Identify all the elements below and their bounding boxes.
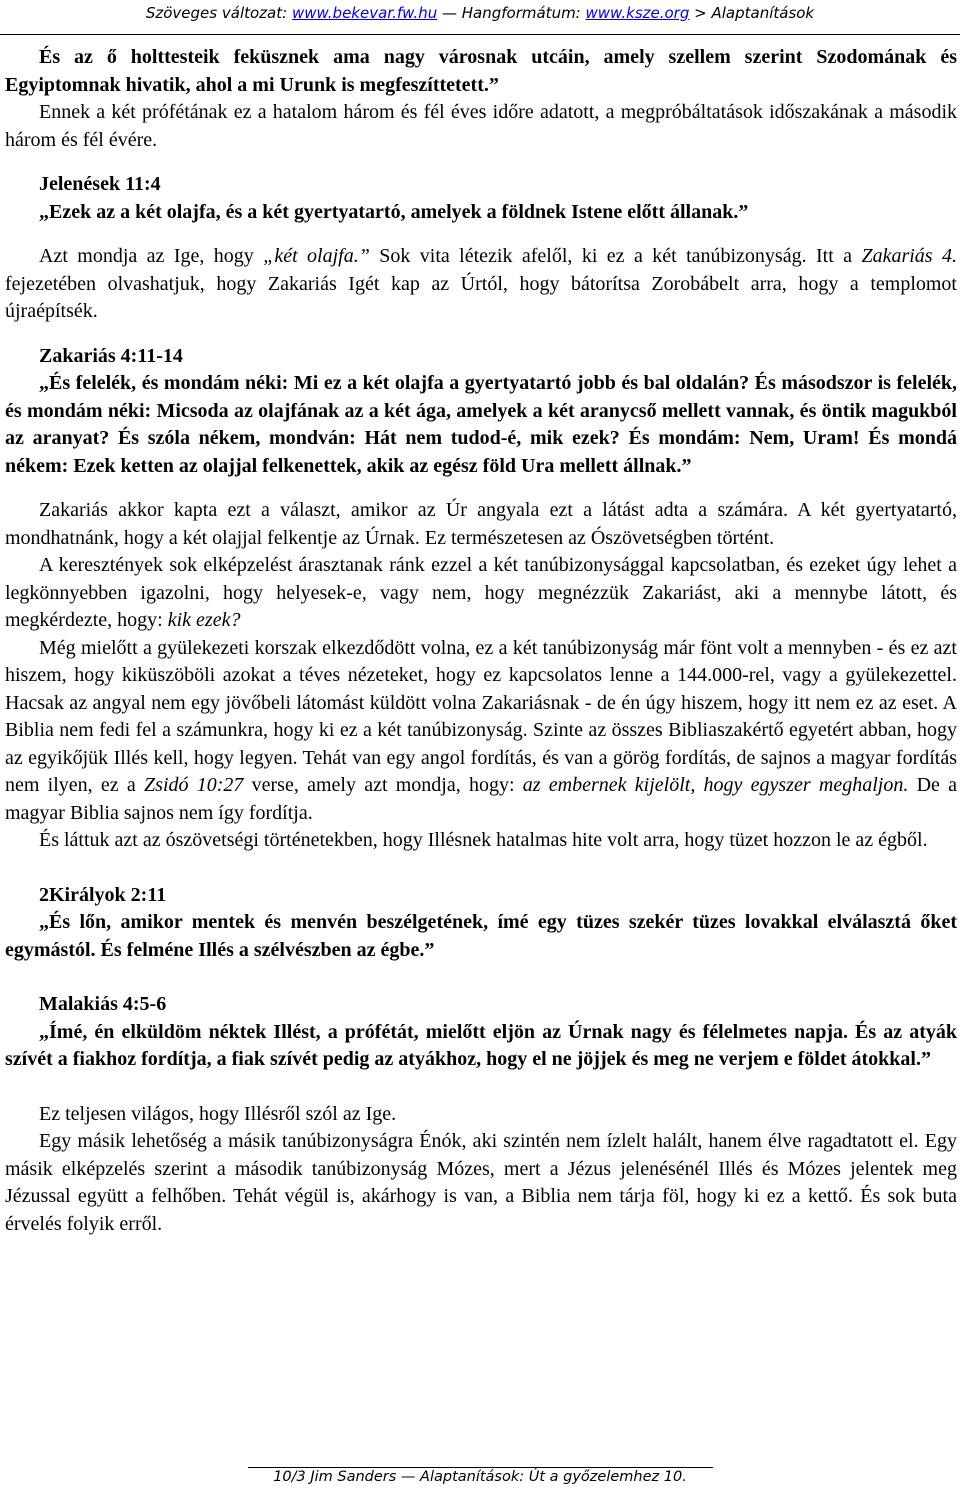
p3-text-a: Azt mondja az Ige, hogy bbox=[39, 245, 264, 267]
document-body bbox=[5, 44, 957, 1238]
header-suffix: > Alaptanítások bbox=[689, 4, 815, 22]
paragraph-enoch-moses: Egy másik lehetőség a másik tanúbizonyságra Énók, aki szintén nem ízlelt halált, hanem élve ragadtatott el. Egy másik elképzelés szerint a második tanúbizonyság Mózes, mert a Jézus jelenésénél Illés és Mózes jelentek meg Jézussal együtt a felhőben. Tehát végül is, akárhogy is van, a Biblia nem tárja föl, hogy ki ez a kettő. És sok buta érvelés folyik erről. bbox=[5, 1130, 957, 1235]
p3-text-e: fejezetében olvashatjuk, hogy Zakariás Igét kap az Úrtól, hogy bátorítsa Zorobábelt arra, hogy a templomot újraépítsék. bbox=[5, 272, 957, 322]
header-link-ksze[interactable]: www.ksze.org bbox=[585, 4, 690, 22]
p6-italic-quote: az embernek kijelölt, hogy egyszer meghaljon. bbox=[522, 774, 909, 796]
scripture-reference-rev-11-4: Jelenések 11:4 bbox=[39, 173, 161, 195]
scripture-quote-2kings: „És lőn, amikor mentek és menvén beszélgetének, ímé egy tüzes szekér tüzes lovakkal elválasztá őket egymástól. És felméne Illés a szélvészben az égbe.” bbox=[5, 911, 957, 961]
p3-italic-zechariah: Zakariás 4. bbox=[861, 245, 957, 267]
p6-italic-hebrews: Zsidó 10:27 bbox=[144, 774, 244, 796]
paragraph-zechariah-answer: Zakariás akkor kapta ezt a választ, amikor az Úr angyala ezt a látást adta a számára. A két gyertyatartó, mondhatnánk, hogy a két olajjal felkentje az Úrnak. Ez természetesen az Ószövetségben történt. bbox=[5, 499, 957, 549]
p6-text-c: verse, amely azt mondja, hogy: bbox=[243, 774, 523, 796]
p5-italic-question: kik ezek? bbox=[167, 609, 241, 631]
scripture-quote-zech-4: „És felelék, és mondám néki: Mi ez a két olajfa a gyertyatartó jobb és bal oldalán? És másodszor is felelék, és mondám néki: Micsoda az olajfának az a két ága, amelyek a két aranycső mellett vannak, és öntik magukból az aranyat? És szóla nékem, mondván: Hát nem tudod-é, mik ezek? És mondám: Nem, Uram! És mondá nékem: Ezek ketten az olajjal felkenettek, akik az egész föld Ura mellett állnak.” bbox=[5, 372, 957, 477]
header-link-bekevar[interactable]: www.bekevar.fw.hu bbox=[291, 4, 438, 22]
scripture-reference-malachi: Malakiás 4:5-6 bbox=[39, 993, 167, 1015]
paragraph-christian-ideas bbox=[5, 552, 957, 635]
p3-text-c: Sok vita létezik afelől, ki ez a két tanúbizonyság. Itt a bbox=[369, 245, 862, 267]
p5-text: A keresztények sok elképzelést árasztanak ránk ezzel a két tanúbizonysággal kapcsolatban, és ezeket úgy lehet a legkönnyebben igazolni, hogy helyesek-e, vagy nem, hogy megnézzük Zakariást, aki a mennybe látott, és megkérdezte, hogy: bbox=[5, 554, 957, 631]
scripture-quote-rev-11-4: „Ezek az a két olajfa, és a két gyertyatartó, amelyek a földnek Istene előtt állanak.” bbox=[39, 200, 749, 223]
paragraph-two-prophets: Ennek a két prófétának ez a hatalom három és fél éves időre adatott, a megpróbáltatások időszakának a második három és fél évére. bbox=[5, 101, 957, 151]
quote-continuation: És az ő holttesteik feküsznek ama nagy városnak utcáin, amely szellem szerint Szodomának és Egyiptomnak hivatik, ahol a mi Urunk is megfeszíttetett.” bbox=[5, 46, 957, 96]
p3-italic-olive: „két olajfa.” bbox=[263, 245, 370, 267]
p6-text-a: Még mielőtt a gyülekezeti korszak elkezdődött volna, ez a két tanúbizonyság már fönt volt a mennyben - és ez azt hiszem, hogy kiküszöböli azokat a téves nézeteket, hogy ez kapcsolatos lenne a 144.000-rel, vagy a gyülekezettel. Hacsak az angyal nem egy jövőbeli látomást küldött volna Zakariásnak - de én úgy hiszem, hogy itt nem ez az eset. A Biblia nem fedi fel a számunkra, hogy ki ez a két tanúbizonyság. Szinte az összes Bibliaszakértő egyetért abban, hogy az egyikőjük Illés kell, hogy legyen. Tehát van egy angol fordítás, és van a görög fordítás, de sajnos a magyar fordítás nem ilyen, ez a bbox=[5, 636, 957, 796]
header-middle: — Hangformátum: bbox=[437, 4, 586, 22]
paragraph-elijah-clear: Ez teljesen világos, hogy Illésről szól az Ige. bbox=[39, 1102, 397, 1125]
page-header bbox=[0, 0, 960, 35]
page-footer: 10/3 Jim Sanders — Alaptanítások: Út a győzelemhez 10. bbox=[273, 1469, 687, 1485]
scripture-reference-2kings: 2Királyok 2:11 bbox=[39, 883, 167, 906]
paragraph-elijah-fire: És láttuk azt az ószövetségi történetekben, hogy Illésnek hatalmas hite volt arra, hogy tüzet hozzon le az égből. bbox=[39, 829, 928, 851]
paragraph-two-olive-trees bbox=[5, 243, 957, 326]
p6-text-e: De a magyar Biblia sajnos nem így fordítja. bbox=[5, 774, 958, 824]
scripture-reference-zech-4: Zakariás 4:11-14 bbox=[39, 344, 183, 367]
scripture-quote-malachi: „Ímé, én elküldöm néktek Illést, a prófétát, mielőtt eljön az Úrnak nagy és félelmetes napja. És az atyák szívét a fiakhoz fordítja, a fiak szívét pedig az atyákhoz, hogy el ne jöjjek és meg ne verjem e földet átokkal.” bbox=[5, 1020, 957, 1070]
header-prefix: Szöveges változat: bbox=[145, 4, 292, 22]
paragraph-before-church-age bbox=[5, 635, 957, 828]
